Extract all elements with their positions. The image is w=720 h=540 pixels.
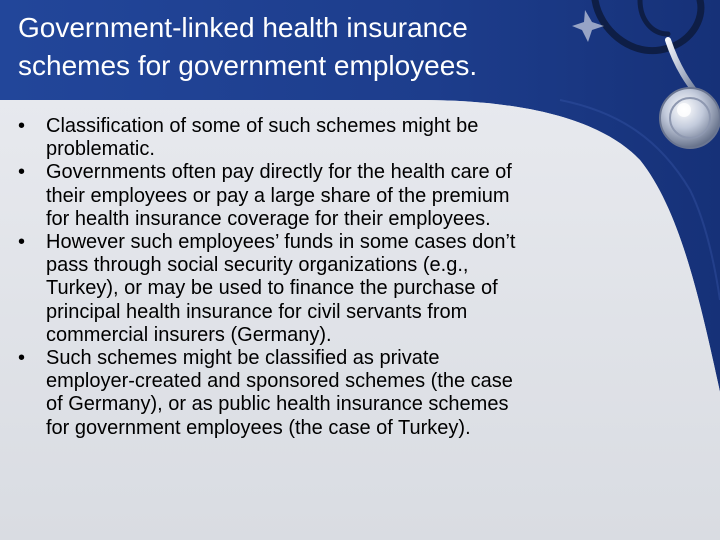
- bullet-text: [46, 115, 628, 161]
- slide-title-line: schemes for government employees.: [18, 50, 478, 81]
- bullet-item: [18, 347, 628, 440]
- bullet-line: Such schemes might be classified as private: [46, 347, 440, 370]
- bullet-line: for government employees (the case of Turkey).: [46, 416, 471, 439]
- bullet-text: [46, 161, 628, 231]
- bullet-list: [18, 115, 628, 440]
- bullet-line: Classification of some of such schemes might be: [46, 115, 479, 137]
- slide-title: [18, 9, 578, 85]
- bullet-item: [18, 161, 628, 231]
- bullet-line: principal health insurance for civil servants from: [46, 300, 468, 323]
- bullet-item: [18, 231, 628, 347]
- bullet-line: However such employees’ funds in some cases don’t: [46, 231, 516, 254]
- bullet-marker: •: [18, 161, 26, 184]
- bullet-text: [46, 347, 628, 440]
- bullet-marker: •: [18, 115, 26, 137]
- bullet-line: Turkey), or may be used to finance the purchase of: [46, 277, 498, 300]
- bullet-line: employer-created and sponsored schemes (the case: [46, 370, 513, 393]
- bullet-line: Governments often pay directly for the health care of: [46, 161, 512, 184]
- bullet-line: commercial insurers (Germany).: [46, 323, 332, 346]
- bullet-text: [46, 231, 628, 347]
- bullet-line: pass through social security organizations (e.g.,: [46, 254, 469, 277]
- bullet-item: [18, 115, 628, 161]
- bullet-line: their employees or pay a large share of the premium: [46, 184, 510, 207]
- bullet-line: of Germany), or as public health insurance schemes: [46, 393, 509, 416]
- bullet-line: for health insurance coverage for their employees.: [46, 207, 491, 230]
- bullet-line: problematic.: [46, 138, 155, 161]
- bullet-marker: •: [18, 347, 26, 370]
- bullet-marker: •: [18, 231, 26, 254]
- slide-title-line: Government-linked health insurance: [18, 12, 468, 43]
